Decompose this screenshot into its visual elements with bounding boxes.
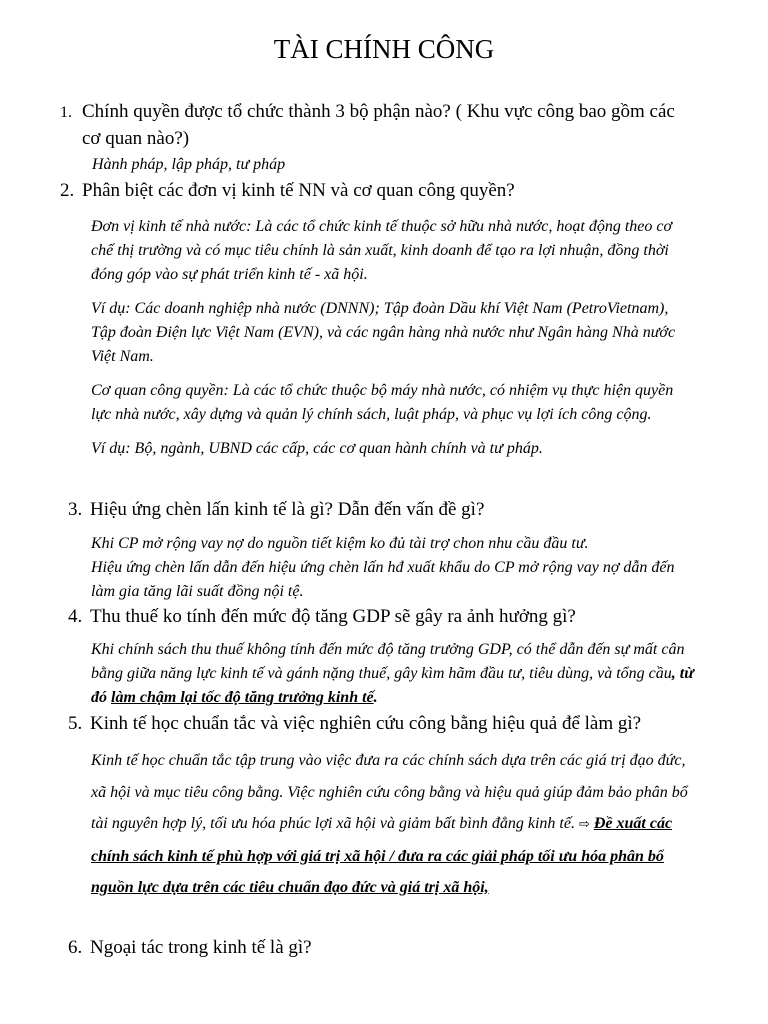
answer-line: Khi CP mở rộng vay nợ do nguồn tiết kiệm ko đủ tài trợ chon nhu cầu đầu tư. (91, 535, 589, 552)
answer-5 (91, 745, 691, 904)
answer-1: Hành pháp, lập pháp, tư pháp (92, 156, 286, 173)
answer-4 (91, 638, 696, 710)
question-number: 6. (68, 937, 83, 958)
answer-line: Hiệu ứng chèn lấn dẫn đến hiệu ứng chèn lấn hđ xuất khẩu do CP mở rộng vay nợ dẫn đến làm gia tăng lãi suất đồng nội tệ. (91, 559, 675, 600)
answer-paragraph: Ví dụ: Các doanh nghiệp nhà nước (DNNN); Tập đoàn Dầu khí Việt Nam (PetroVietnam), Tập đoàn Điện lực Việt Nam (EVN), và các ngân hàng nhà nước như Ngân hàng Nhà nước Việt Nam. (91, 300, 676, 365)
answer-2 (91, 215, 696, 461)
page-title: TÀI CHÍNH CÔNG (273, 34, 495, 64)
question-text: Kinh tế học chuẩn tắc và việc nghiên cứu công bằng hiệu quả để làm gì? (90, 713, 642, 734)
answer-text: Kinh tế học chuẩn tắc tập trung vào việc đưa ra các chính sách dựa trên các giá trị đạo đức, xã hội và mục tiêu công bằng. Việc nghiên cứu công bằng và hiệu quả giúp đảm bảo phân bổ tài nguyên hợp lý, tối ưu hóa phúc lợi xã hội và giảm bất bình đẳng kinh tế. (91, 752, 688, 832)
answer-paragraph: Ví dụ: Bộ, ngành, UBND các cấp, các cơ quan hành chính và tư pháp. (91, 440, 543, 457)
question-number: 1. (60, 104, 72, 121)
answer-emphasis: làm chậm lại tốc độ tăng trưởng kinh tế (111, 689, 374, 706)
question-text: Ngoại tác trong kinh tế là gì? (90, 937, 312, 958)
question-text: Phân biệt các đơn vị kinh tế NN và cơ quan công quyền? (82, 180, 515, 201)
answer-emphasis: Đề xuất các chính sách kinh tế phù hợp với giá trị xã hội / đưa ra các giải pháp tối ưu hóa phân bổ nguồn lực dựa trên các tiêu chuẩn đạo đức và giá trị xã hội, (91, 815, 673, 896)
question-number: 5. (68, 713, 83, 734)
answer-bold: , từ đó (91, 665, 694, 706)
question-text: Hiệu ứng chèn lấn kinh tế là gì? Dẫn đến vấn đề gì? (90, 499, 485, 520)
question-number: 3. (68, 499, 83, 520)
answer-text: Khi chính sách thu thuế không tính đến mức độ tăng trưởng GDP, có thể dẫn đến sự mất cân bằng giữa năng lực kinh tế và gánh nặng thuế, gây kìm hãm đầu tư, tiêu dùng, và tổng cầu (91, 641, 685, 682)
question-text: Thu thuế ko tính đến mức độ tăng GDP sẽ gây ra ảnh hưởng gì? (90, 606, 576, 627)
answer-end: . (373, 689, 378, 706)
answer-paragraph: Cơ quan công quyền: Là các tổ chức thuộc bộ máy nhà nước, có nhiệm vụ thực hiện quyền lực nhà nước, xây dựng và quản lý chính sách, luật pháp, và phục vụ lợi ích công cộng. (91, 382, 674, 423)
arrow-right-icon: ⇨ (578, 817, 590, 832)
answer-3 (91, 532, 691, 604)
question-number: 4. (68, 606, 83, 627)
question-text: Chính quyền được tổ chức thành 3 bộ phận nào? ( Khu vực công bao gồm các cơ quan nào?) (82, 101, 675, 149)
answer-paragraph: Đơn vị kinh tế nhà nước: Là các tổ chức kinh tế thuộc sở hữu nhà nước, hoạt động theo cơ chế thị trường và có mục tiêu chính là sản xuất, kinh doanh để tạo ra lợi nhuận, đồng thời đóng góp vào sự phát triển kinh tế - xã hội. (91, 218, 673, 283)
question-number: 2. (60, 180, 75, 201)
